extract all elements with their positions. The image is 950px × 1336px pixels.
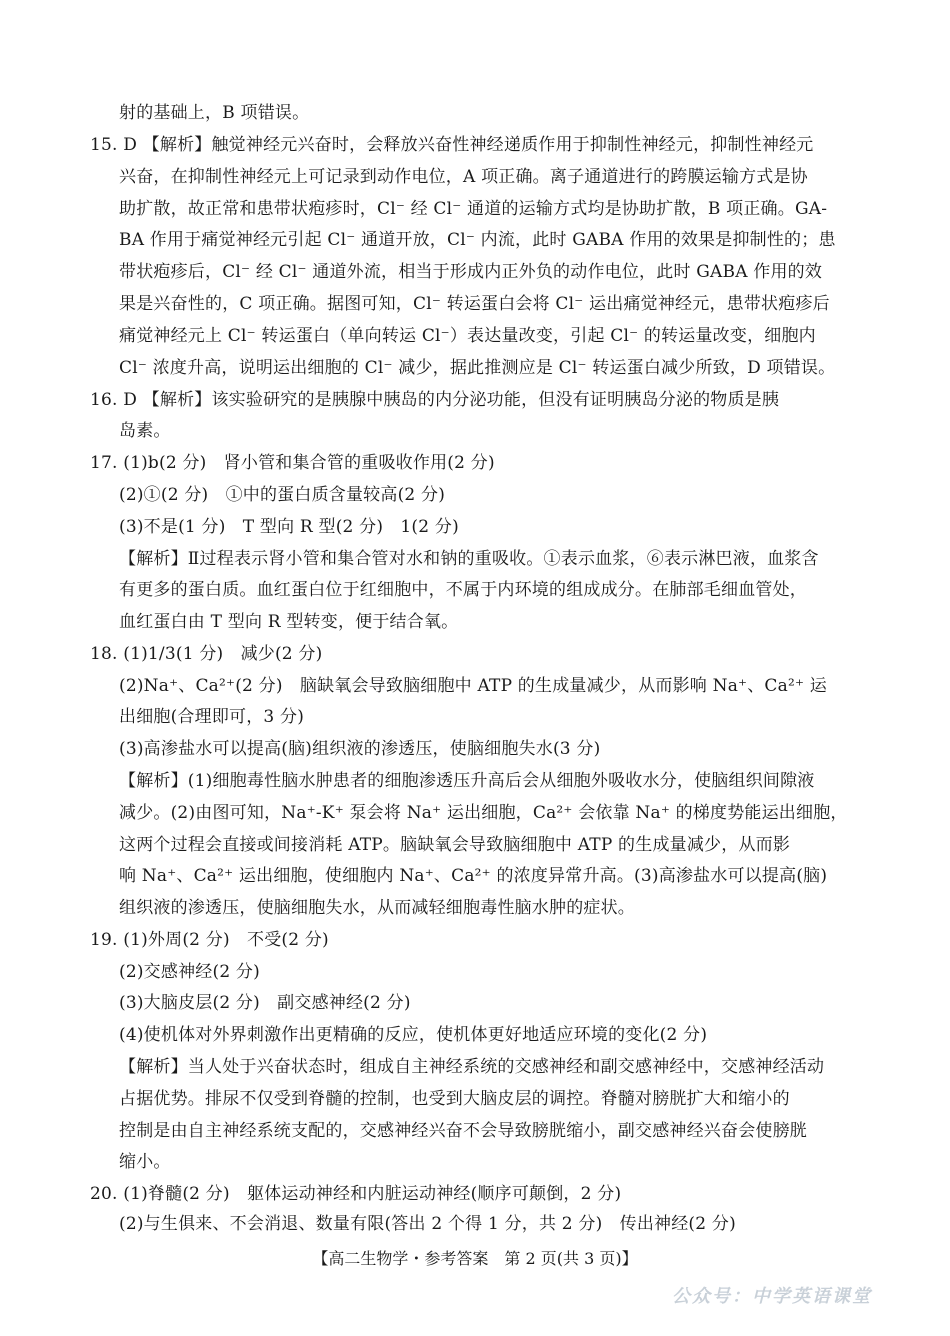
text-line: 【解析】Ⅱ过程表示肾小管和集合管对水和钠的重吸收。①表示血浆，⑥表示淋巴液，血浆含	[119, 549, 819, 569]
text-line: (2)与生俱来、不会消退、数量有限(答出 2 个得 1 分，共 2 分) 传出神经(2 分)	[119, 1214, 736, 1234]
text-line: (2)交感神经(2 分)	[119, 962, 260, 982]
page-footer: 【高二生物学・参考答案 第 2 页(共 3 页)】	[312, 1249, 638, 1268]
text-line: 响 Na⁺、Ca²⁺ 运出细胞，使细胞内 Na⁺、Ca²⁺ 的浓度异常升高。(3)高渗盐水可以提高(脑)	[119, 866, 828, 886]
text-line: 射的基础上，B 项错误。	[119, 103, 310, 123]
text-line: 出细胞(合理即可，3 分)	[119, 707, 305, 727]
text-line: (3)不是(1 分) T 型向 R 型(2 分) 1(2 分)	[119, 517, 459, 537]
text-line: BA 作用于痛觉神经元引起 Cl⁻ 通道开放，Cl⁻ 内流，此时 GABA 作用的效果是抑制性的；患	[119, 230, 836, 250]
text-line: 血红蛋白由 T 型向 R 型转变，便于结合氧。	[119, 612, 459, 632]
text-line: 果是兴奋性的，C 项正确。据图可知，Cl⁻ 转运蛋白会将 Cl⁻ 运出痛觉神经元，患带状疱疹后	[119, 294, 830, 314]
text-line: (2)Na⁺、Ca²⁺(2 分) 脑缺氧会导致脑细胞中 ATP 的生成量减少，从而影响 Na⁺、Ca²⁺ 运	[119, 676, 827, 696]
watermark: 公众号：中学英语课堂	[672, 1286, 872, 1307]
text-line: 占据优势。排尿不仅受到脊髓的控制，也受到大脑皮层的调控。脊髓对膀胱扩大和缩小的	[119, 1089, 790, 1109]
text-line: 岛素。	[119, 421, 171, 441]
text-line: (3)大脑皮层(2 分) 副交感神经(2 分)	[119, 993, 411, 1013]
text-line: (4)使机体对外界刺激作出更精确的反应，使机体更好地适应环境的变化(2 分)	[119, 1025, 708, 1045]
answer-18-line: 18. (1)1/3(1 分) 减少(2 分)	[90, 644, 323, 664]
text-line: (2)①(2 分) ①中的蛋白质含量较高(2 分)	[119, 485, 446, 505]
answer-15-line: 15. D 【解析】触觉神经元兴奋时，会释放兴奋性神经递质作用于抑制性神经元，抑制性神经元	[90, 135, 814, 155]
text-line: 控制是由自主神经系统支配的，交感神经兴奋不会导致膀胱缩小，副交感神经兴奋会使膀胱	[119, 1121, 807, 1141]
text-line: 这两个过程会直接或间接消耗 ATP。脑缺氧会导致脑细胞中 ATP 的生成量减少，从而影	[119, 835, 791, 855]
text-line: Cl⁻ 浓度升高，说明运出细胞的 Cl⁻ 减少，据此推测应是 Cl⁻ 转运蛋白减少所致，D 项错误。	[119, 358, 836, 378]
text-line: 缩小。	[119, 1152, 171, 1172]
text-line: 【解析】(1)细胞毒性脑水肿患者的细胞渗透压升高后会从细胞外吸收水分，使脑组织间隙液	[119, 771, 815, 791]
text-line: 带状疱疹后，Cl⁻ 经 Cl⁻ 通道外流，相当于形成内正外负的动作电位，此时 GABA 作用的效	[119, 262, 823, 282]
text-line: (3)高渗盐水可以提高(脑)组织液的渗透压，使脑细胞失水(3 分)	[119, 739, 601, 759]
text-line: 助扩散，故正常和患带状疱疹时，Cl⁻ 经 Cl⁻ 通道的运输方式均是协助扩散，B 项正确。GA-	[119, 199, 828, 219]
answer-17-line: 17. (1)b(2 分) 肾小管和集合管的重吸收作用(2 分)	[90, 453, 495, 473]
text-line: 减少。(2)由图可知，Na⁺-K⁺ 泵会将 Na⁺ 运出细胞，Ca²⁺ 会依靠 Na⁺ 的梯度势能运出细胞，	[119, 803, 848, 823]
answer-19-line: 19. (1)外周(2 分) 不受(2 分)	[90, 930, 329, 950]
text-line: 痛觉神经元上 Cl⁻ 转运蛋白（单向转运 Cl⁻）表达量改变，引起 Cl⁻ 的转运量改变，细胞内	[119, 326, 816, 346]
text-line: 兴奋，在抑制性神经元上可记录到动作电位，A 项正确。离子通道进行的跨膜运输方式是协	[119, 167, 808, 187]
text-line: 有更多的蛋白质。血红蛋白位于红细胞中，不属于内环境的组成成分。在肺部毛细血管处，	[119, 580, 807, 600]
answer-20-line: 20. (1)脊髓(2 分) 躯体运动神经和内脏运动神经(顺序可颠倒，2 分)	[90, 1184, 622, 1204]
text-line: 组织液的渗透压，使脑细胞失水，从而减轻细胞毒性脑水肿的症状。	[119, 898, 635, 918]
answer-16-line: 16. D 【解析】该实验研究的是胰腺中胰岛的内分泌功能，但没有证明胰岛分泌的物质是胰	[90, 390, 780, 410]
text-line: 【解析】当人处于兴奋状态时，组成自主神经系统的交感神经和副交感神经中，交感神经活动	[119, 1057, 825, 1077]
